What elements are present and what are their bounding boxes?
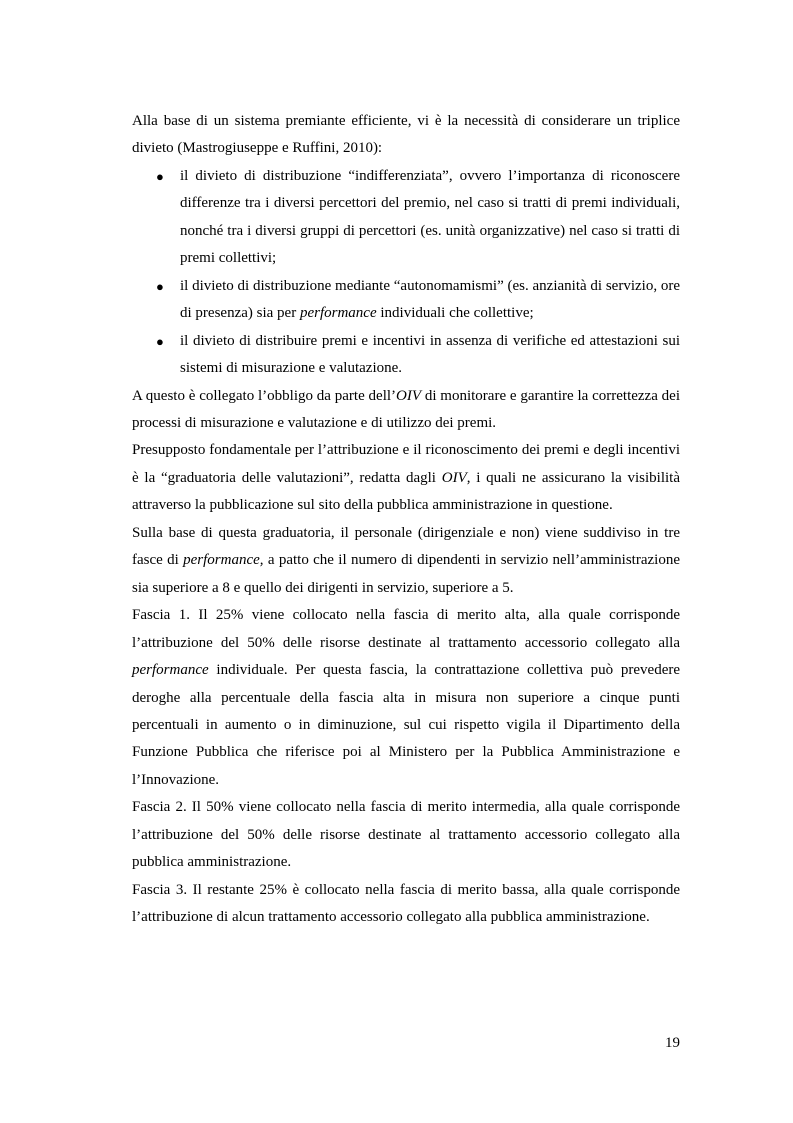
list-item-text-after: individuali che collettive; xyxy=(376,305,534,322)
fasce-text-after: a patto che il numero di dipendenti in servizio nell’amministrazione sia superiore a 8 e quello dei dirigenti in servizio, superiore a 5. xyxy=(132,552,680,596)
bullet-icon: ● xyxy=(156,278,164,294)
graduatoria-text-after: , i quali ne assicurano la visibilità attraverso la pubblicazione sul sito della pubblica amministrazione in questione. xyxy=(132,469,680,514)
list-item xyxy=(132,273,680,328)
fascia1-text-before: Fascia 1. Il 25% viene collocato nella fascia di merito alta, alla quale corrisponde l’attribuzione del 50% delle risorse destinate al trattamento accessorio collegato alla xyxy=(132,607,680,651)
graduatoria-text-before: Presupposto fondamentale per l’attribuzione e il riconoscimento dei premi e degli incentivi è la “graduatoria delle valutazioni”, redatta dagli xyxy=(132,442,680,486)
list-item-text-before: il divieto di distribuzione mediante “autonomamismi” (es. anzianità di servizio, ore di presenza) sia per xyxy=(180,277,680,322)
intro-paragraph: Alla base di un sistema premiante efficiente, vi è la necessità di considerare un triplice divieto (Mastrogiuseppe e Ruffini, 2010): xyxy=(132,113,680,157)
list-item-emphasis: performance xyxy=(299,305,377,322)
fasce-paragraph xyxy=(132,520,680,602)
fascia3-paragraph: Fascia 3. Il restante 25% è collocato nella fascia di merito bassa, alla quale corrisponde l’attribuzione di alcun trattamento accessorio collegato alla pubblica amministrazione. xyxy=(132,881,680,926)
bullet-icon: ● xyxy=(156,168,164,184)
fascia2-paragraph: Fascia 2. Il 50% viene collocato nella fascia di merito intermedia, alla quale corrisponde l’attribuzione del 50% delle risorse destinate al trattamento accessorio collegato alla pubblica amministrazione. xyxy=(132,799,680,871)
bullet-icon: ● xyxy=(156,333,164,349)
document-body xyxy=(132,108,680,932)
list-item xyxy=(132,328,680,383)
divieti-list xyxy=(132,163,680,383)
oiv-text-after: di monitorare e garantire la correttezza dei processi di misurazione e valutazione e di utilizzo dei premi. xyxy=(132,387,680,431)
fascia1-text-after: individuale. Per questa fascia, la contrattazione collettiva può prevedere deroghe alla percentuale della fascia alta in misura non superiore a cinque punti percentuali in aumento o in diminuzione, sul cui rispetto vigila il Dipartimento della Funzione Pubblica che riferisce poi al Ministero per la Pubblica Amministrazione e l’Innovazione. xyxy=(132,662,680,788)
list-item xyxy=(132,163,680,273)
fasce-text-before: Sulla base di questa graduatoria, il personale (dirigenziale e non) viene suddiviso in tre fasce di xyxy=(132,524,680,569)
page-number: 19 xyxy=(665,1035,680,1051)
list-item-text: il divieto di distribuzione “indifferenziata”, ovvero l’importanza di riconoscere differenze tra i diversi percettori del premio, nel caso si tratti di premi individuali, nonché tra i diversi gruppi di percettori (es. unità organizzative) nel caso si tratti di premi collettivi; xyxy=(180,167,680,267)
oiv-paragraph xyxy=(132,383,680,438)
oiv-text-before: A questo è collegato l’obbligo da parte dell’ xyxy=(132,387,397,404)
oiv-emphasis: OIV xyxy=(396,387,422,404)
fasce-emphasis: performance, xyxy=(183,552,264,569)
list-item-text: il divieto di distribuire premi e incentivi in assenza di verifiche ed attestazioni sui sistemi di misurazione e valutazione. xyxy=(180,332,680,377)
graduatoria-paragraph xyxy=(132,437,680,519)
fascia1-paragraph xyxy=(132,602,680,794)
graduatoria-emphasis: OIV xyxy=(441,469,467,486)
fascia1-emphasis: performance xyxy=(132,662,209,679)
